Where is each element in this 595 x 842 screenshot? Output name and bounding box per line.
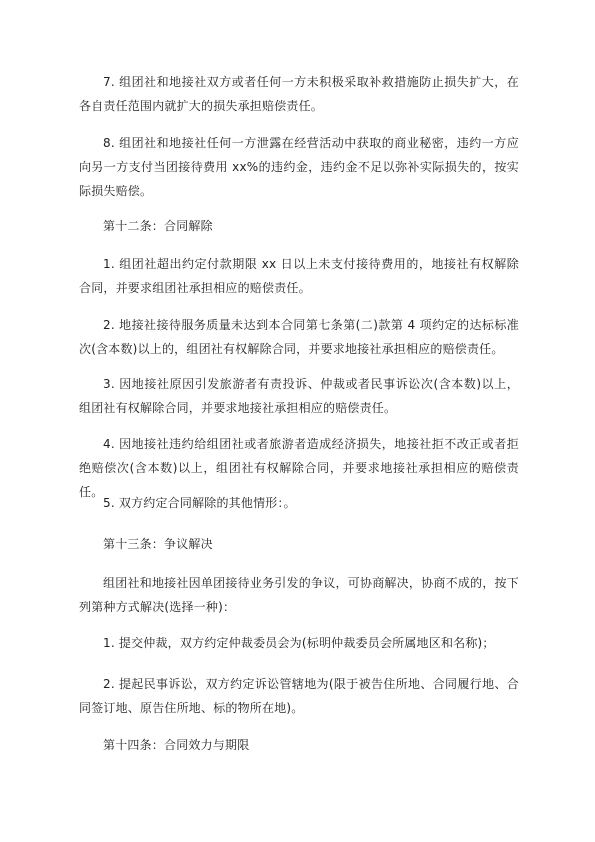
dispute-option-1: 1. 提交仲裁，双方约定仲裁委员会为(标明仲裁委员会所属地区和名称)； xyxy=(103,636,495,650)
article-12-heading: 第十二条：合同解除 xyxy=(103,219,213,233)
termination-item-3: 3. 因地接社原因引发旅游者有责投诉、仲裁或者民事诉讼次(含本数)以上，组团社有权解除合同，并要求地接社承担相应的赔偿责任。 xyxy=(79,377,519,415)
termination-item-5: 5. 双方约定合同解除的其他情形：。 xyxy=(103,496,296,510)
dispute-option-2: 2. 提起民事诉讼，双方约定诉讼管辖地为(限于被告住所地、合同履行地、合同签订地、原告住所地、标的物所在地)。 xyxy=(79,677,519,715)
article-13-heading: 第十三条：争议解决 xyxy=(103,537,213,551)
dispute-intro-paragraph: 组团社和地接社因单团接待业务引发的争议，可协商解决，协商不成的，按下列第种方式解决(选择一种)： xyxy=(79,576,519,614)
termination-item-2: 2. 地接社接待服务质量未达到本合同第七条第(二)款第 4 项约定的达标标准次(含本数)以上的，组团社有权解除合同，并要求地接社承担相应的赔偿责任。 xyxy=(79,318,519,356)
termination-item-4: 4. 因地接社违约给组团社或者旅游者造成经济损失，地接社拒不改正或者拒绝赔偿次(含本数)以上，组团社有权解除合同，并要求地接社承担相应的赔偿责任。 xyxy=(79,437,519,499)
article-14-heading: 第十四条：合同效力与期限 xyxy=(103,738,250,752)
clause-8-paragraph: 8. 组团社和地接社任何一方泄露在经营活动中获取的商业秘密，违约一方应向另一方支付当团接待费用 xx%的违约金，违约金不足以弥补实际损失的，按实际损失赔偿。 xyxy=(79,136,519,198)
clause-7-paragraph: 7. 组团社和地接社双方或者任何一方未积极采取补救措施防止损失扩大，在各自责任范围内就扩大的损失承担赔偿责任。 xyxy=(79,75,519,113)
termination-item-1: 1. 组团社超出约定付款期限 xx 日以上未支付接待费用的，地接社有权解除合同，并要求组团社承担相应的赔偿责任。 xyxy=(79,257,519,295)
